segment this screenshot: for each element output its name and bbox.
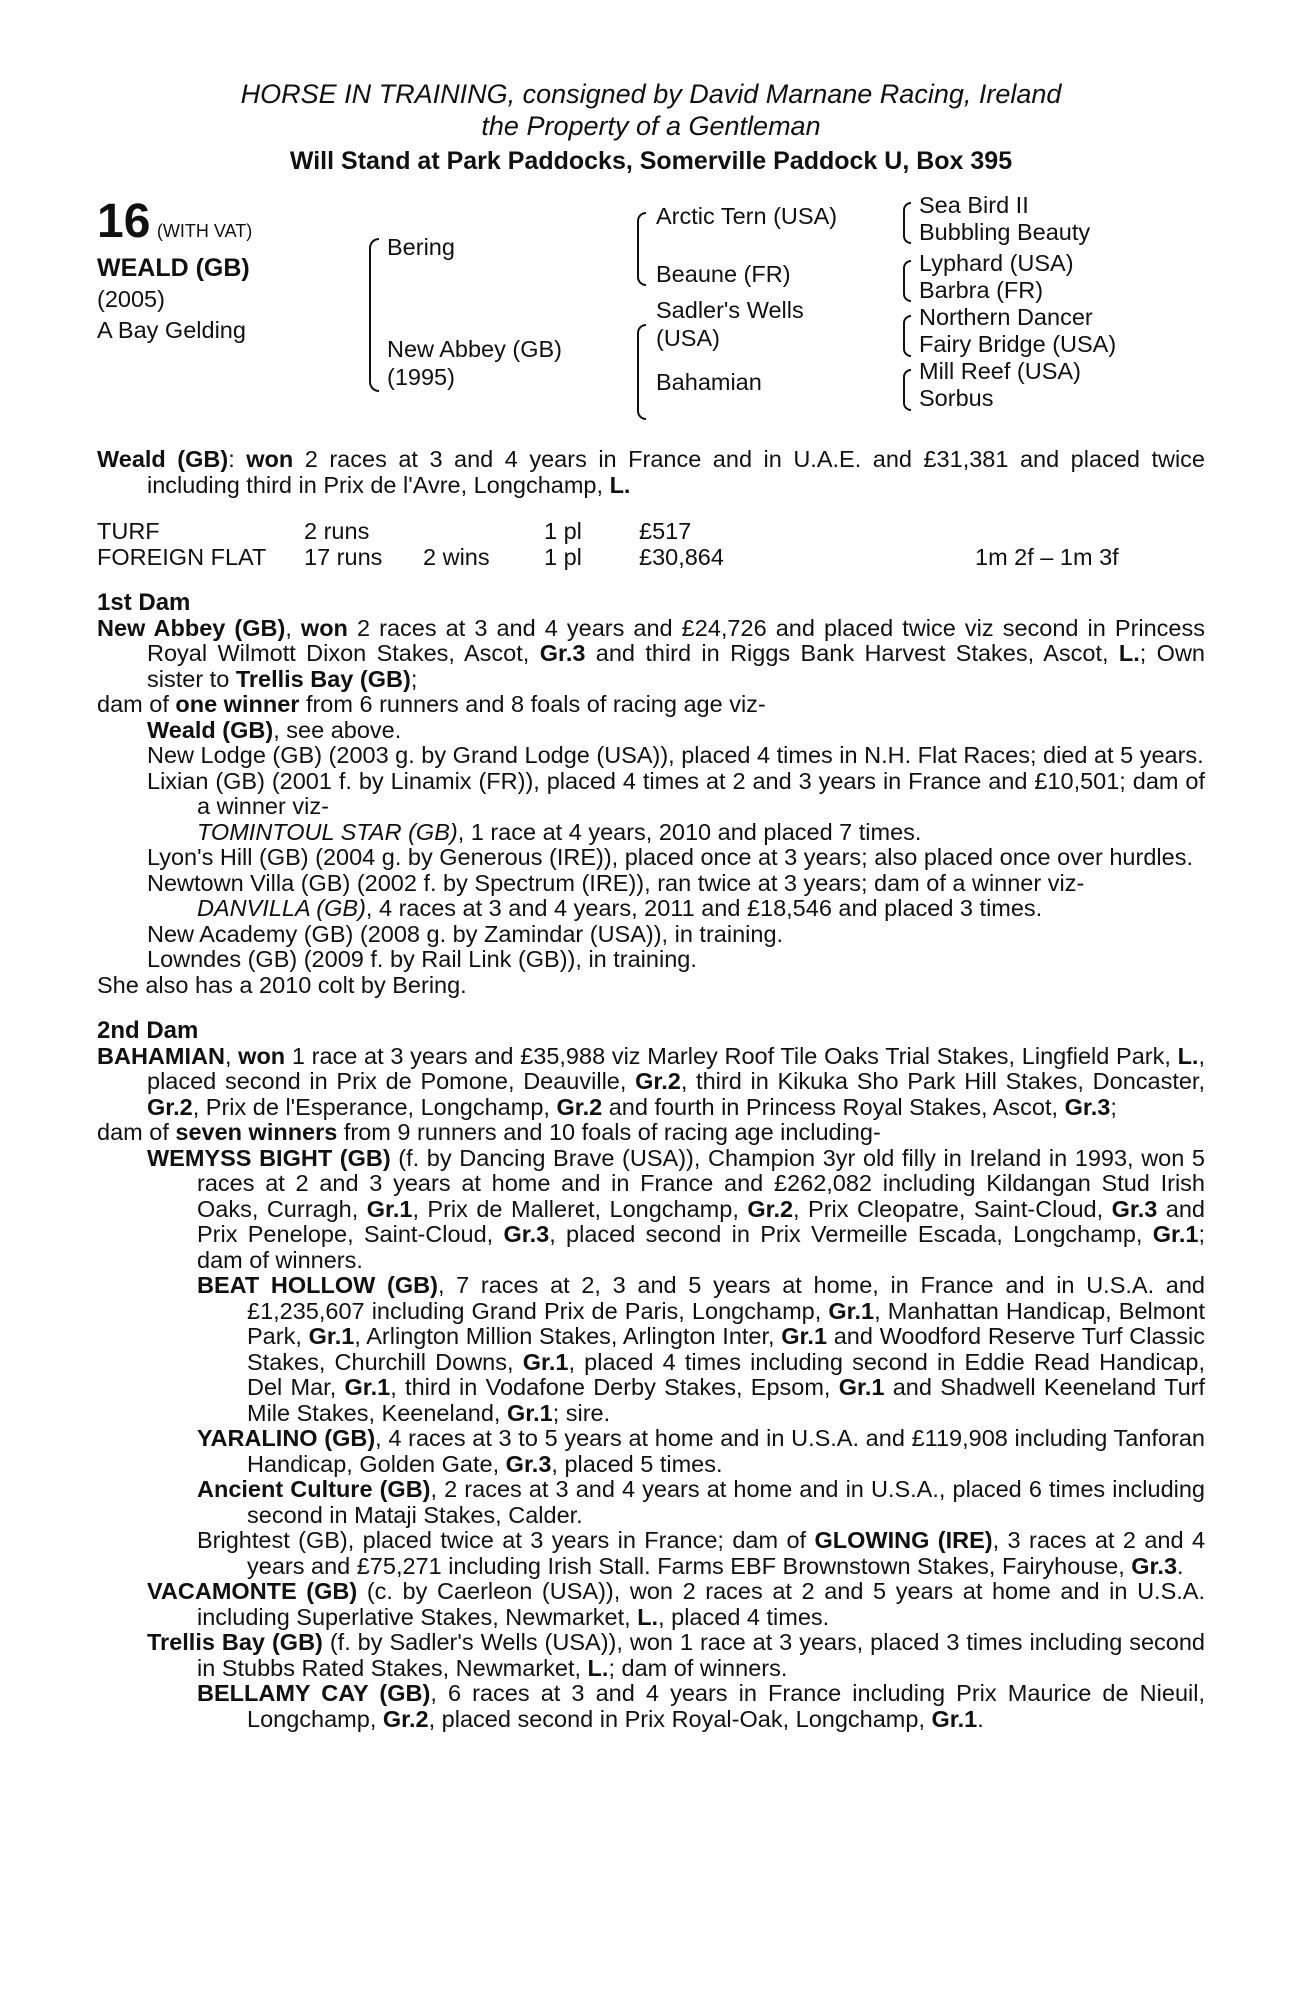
produce-entry: New Academy (GB) (2008 g. by Zamindar (USA)), in training. xyxy=(147,920,784,947)
dam-sire-dam: Fairy Bridge (USA) xyxy=(919,331,1117,357)
produce-sub-entry: BEAT HOLLOW (GB), 7 races at 2, 3 and 5 years at home, in France and in U.S.A. and £1,235,607 including Grand Prix de Paris, Longchamp, Gr.1, Manhattan Handicap, Belmont Park, Gr.1, Arlington Million Stakes, Arlington Inter, Gr.1 and Woodford Reserve Turf Classic Stakes, Churchill Downs, Gr.1, placed 4 times including second in Eddie Read Handicap, Del Mar, Gr.1, third in Vodafone Derby Stakes, Epsom, Gr.1 and Shadwell Keeneland Turf Mile Stakes, Keeneland, Gr.1; sire. xyxy=(197,1272,1206,1426)
horse-name: WEALD (GB) xyxy=(97,254,250,282)
sire-sire: Arctic Tern (USA) xyxy=(656,203,838,229)
produce-sub-entry: DANVILLA (GB), 4 races at 3 and 4 years, 2011 and £18,546 and placed 3 times. xyxy=(197,895,1043,921)
pedigree-brace xyxy=(637,324,646,420)
dam-dam-dam: Sorbus xyxy=(919,385,994,411)
produce-entry: VACAMONTE (GB) (c. by Caerleon (USA)), won 2 races at 2 and 5 years at home and in U.S.A. including Superlative Stakes, Newmarket, L., placed 4 times. xyxy=(147,1578,1205,1630)
dam-paragraph: BAHAMIAN, won 1 race at 3 years and £35,988 viz Marley Roof Tile Oaks Trial Stakes, Lingfield Park, L., placed second in Prix de Pomone, Deauville, Gr.2, third in Kikuka Sho Park Hill Stakes, Doncaster, Gr.2, Prix de l'Esperance, Longchamp, Gr.2 and fourth in Princess Royal Stakes, Ascot, Gr.3; xyxy=(97,1042,1205,1120)
dam-dam-sire: Mill Reef (USA) xyxy=(919,358,1081,384)
pedigree-brace xyxy=(903,369,911,411)
section-heading: 2nd Dam xyxy=(97,1017,199,1044)
summary-horse-name: Weald (GB) xyxy=(97,446,229,472)
sire-sire-sire: Sea Bird II xyxy=(919,192,1029,218)
sire-dam: Beaune (FR) xyxy=(656,261,791,287)
produce-note: She also has a 2010 colt by Bering. xyxy=(97,971,467,998)
produce-entry: Lowndes (GB) (2009 f. by Rail Link (GB)), in training. xyxy=(147,946,697,972)
produce-entry: Lyon's Hill (GB) (2004 g. by Generous (IRE)), placed once at 3 years; also placed once over hurdles. xyxy=(147,844,1193,870)
section-heading: 1st Dam xyxy=(97,589,191,616)
pedigree-brace xyxy=(369,238,379,392)
first-dam-section xyxy=(97,590,1205,998)
dam-year: (1995) xyxy=(387,364,455,390)
produce-entry: Trellis Bay (GB) (f. by Sadler's Wells (USA)), won 1 race at 3 years, placed 3 times including second in Stubbs Rated Stakes, Newmarket, L.; dam of winners. xyxy=(147,1629,1206,1681)
produce-sub-entry: TOMINTOUL STAR (GB), 1 race at 4 years, 2010 and placed 7 times. xyxy=(197,818,922,845)
header-property: the Property of a Gentleman xyxy=(481,111,821,141)
produce-summary: dam of seven winners from 9 runners and 10 foals of racing age including- xyxy=(97,1119,881,1145)
header-location: Will Stand at Park Paddocks, Somerville Paddock U, Box 395 xyxy=(289,147,1013,175)
pedigree-brace xyxy=(903,202,911,244)
pedigree-brace xyxy=(637,212,646,286)
produce-sub-entry: Ancient Culture (GB), 2 races at 3 and 4 years at home and in U.S.A., placed 6 times including second in Mataji Stakes, Calder. xyxy=(197,1476,1205,1528)
dam-dam: Bahamian xyxy=(656,369,762,395)
produce-sub-entry: YARALINO (GB), 4 races at 3 to 5 years at home and in U.S.A. and £119,908 including Tanforan Handicap, Golden Gate, Gr.3, placed 5 times. xyxy=(197,1425,1206,1477)
produce-entry: WEMYSS BIGHT (GB) (f. by Dancing Brave (USA)), Champion 3yr old filly in Ireland in 1993, won 5 races at 2 and 3 years at home and in France and £262,082 including Kildangan Stud Irish Oaks, Curragh, Gr.1, Prix de Malleret, Longchamp, Gr.2, Prix Cleopatre, Saint-Cloud, Gr.3 and Prix Penelope, Saint-Cloud, Gr.3, placed second in Prix Vermeille Escada, Longchamp, Gr.1; dam of winners. xyxy=(147,1144,1206,1273)
produce-entry: New Lodge (GB) (2003 g. by Grand Lodge (USA)), placed 4 times in N.H. Flat Races; died at 5 years. xyxy=(147,742,1204,768)
horse-year: (2005) xyxy=(97,286,165,312)
vat-label: (WITH VAT) xyxy=(156,221,253,241)
race-summary: Weald (GB): won 2 races at 3 and 4 years in France and in U.A.E. and £31,381 and placed twice including third in Prix de l'Avre, Longchamp, L. xyxy=(97,446,1205,498)
produce-entry: Newtown Villa (GB) (2002 f. by Spectrum (IRE)), ran twice at 3 years; dam of a winner viz- xyxy=(147,869,1085,896)
sire-dam-dam: Barbra (FR) xyxy=(919,277,1044,303)
horse-description: A Bay Gelding xyxy=(97,317,246,343)
second-dam-section xyxy=(97,1018,1205,1732)
sire-sire-dam: Bubbling Beauty xyxy=(919,219,1091,245)
catalogue-page xyxy=(97,78,1205,1732)
dam-sire-sire: Northern Dancer xyxy=(919,304,1093,330)
dam: New Abbey (GB) xyxy=(387,336,563,362)
race-record-row: FOREIGN FLAT 17 runs 2 wins 1 pl £30,864 1m 2f – 1m 3f xyxy=(97,544,1119,570)
produce-entry: Lixian (GB) (2001 f. by Linamix (FR)), placed 4 times at 2 and 3 years in France and £10,501; dam of a winner viz- xyxy=(147,767,1205,819)
produce-entry: Weald (GB), see above. xyxy=(147,716,402,743)
header-consignor: HORSE IN TRAINING, consigned by David Marnane Racing, Ireland xyxy=(240,79,1062,109)
lot-info xyxy=(97,195,253,346)
sire: Bering xyxy=(387,234,455,260)
produce-sub-entry: BELLAMY CAY (GB), 6 races at 3 and 4 years in France including Prix Maurice de Nieuil, Longchamp, Gr.2, placed second in Prix Royal-Oak, Longchamp, Gr.1. xyxy=(197,1680,1205,1732)
dam-sire-line2: (USA) xyxy=(656,325,720,351)
dam-paragraph: New Abbey (GB), won 2 races at 3 and 4 years and £24,726 and placed twice viz second in Princess Royal Wilmott Dixon Stakes, Ascot, Gr.3 and third in Riggs Bank Harvest Stakes, Ascot, L.; Own sister to Trellis Bay (GB); xyxy=(97,614,1206,692)
race-record-row: TURF 2 runs 1 pl £517 xyxy=(97,518,692,544)
pedigree-brace xyxy=(903,315,911,357)
lot-number: 16 xyxy=(97,195,151,248)
produce-sub-entry: Brightest (GB), placed twice at 3 years in France; dam of GLOWING (IRE), 3 races at 2 and 4 years and £75,271 including Irish Stall. Farms EBF Brownstown Stakes, Fairyhouse, Gr.3. xyxy=(197,1527,1206,1579)
dam-sire-line1: Sadler's Wells xyxy=(656,297,804,323)
pedigree-block xyxy=(97,192,1205,438)
sire-dam-sire: Lyphard (USA) xyxy=(919,250,1074,276)
produce-summary: dam of one winner from 6 runners and 8 foals of racing age viz- xyxy=(97,691,766,717)
race-record-table xyxy=(97,518,1205,570)
pedigree-brace xyxy=(903,260,911,302)
